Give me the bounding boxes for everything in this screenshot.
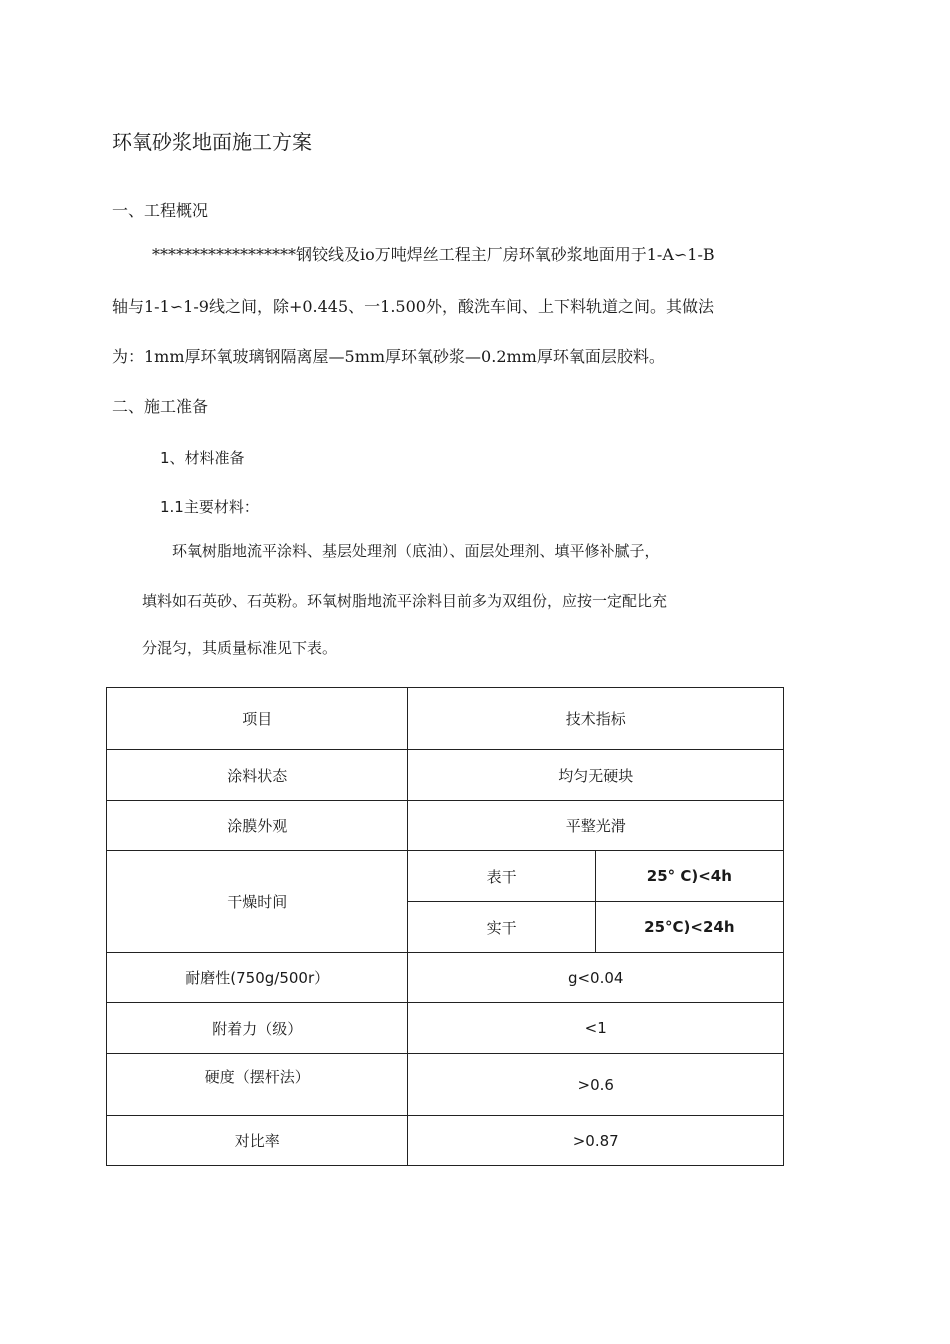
cell-item: 硬度（摆杆法）	[107, 1054, 408, 1116]
cell-value: >0.6	[408, 1054, 784, 1116]
table-row	[107, 750, 784, 801]
header-spec: 技术指标	[408, 688, 784, 750]
table-row	[107, 851, 784, 902]
overview-line-1: ******************钢铰线及io万吨焊丝工程主厂房环氧砂浆地面用于1-A∽1-B	[152, 245, 715, 264]
page-title: 环氧砂浆地面施工方案	[112, 130, 312, 154]
section-heading-preparation: 二、施工准备	[112, 397, 209, 416]
materials-line-1: 环氧树脂地流平涂料、基层处理剂（底油）、面层处理剂、填平修补腻子，	[172, 542, 660, 560]
table-row	[107, 953, 784, 1003]
table-row	[107, 1003, 784, 1054]
cell-subitem: 表干	[408, 851, 595, 902]
cell-item: 干燥时间	[107, 851, 408, 953]
overview-line-2: 轴与1-1∽1-9线之间，除+0.445、一1.500外，酸洗车间、上下料轨道之间。其做法	[112, 297, 714, 316]
cell-value: g<0.04	[408, 953, 784, 1003]
quality-standard-table	[106, 687, 784, 1166]
cell-item: 对比率	[107, 1116, 408, 1166]
cell-value: 平整光滑	[408, 801, 784, 851]
table-row	[107, 1116, 784, 1166]
overview-line-3: 为：1mm厚环氧玻璃钢隔离屋—5mm厚环氧砂浆—0.2mm厚环氧面层胶料。	[112, 347, 665, 366]
cell-subitem: 实干	[408, 902, 595, 953]
cell-item: 耐磨性(750g/500r）	[107, 953, 408, 1003]
materials-line-2: 填料如石英砂、石英粉。环氧树脂地流平涂料目前多为双组份，应按一定配比充	[142, 592, 668, 610]
table-row	[107, 1054, 784, 1116]
section-heading-overview: 一、工程概况	[112, 201, 209, 220]
table-header-row	[107, 688, 784, 750]
subheading-materials: 1、材料准备	[160, 449, 245, 467]
cell-item: 涂料状态	[107, 750, 408, 801]
header-item: 项目	[107, 688, 408, 750]
cell-value: <1	[408, 1003, 784, 1054]
table-row	[107, 801, 784, 851]
cell-item: 附着力（级）	[107, 1003, 408, 1054]
cell-value: 25° C)<4h	[595, 851, 783, 902]
subheading-main-materials: 1.1主要材料：	[160, 498, 259, 516]
materials-line-3: 分混匀，其质量标准见下表。	[142, 639, 338, 657]
cell-value: 均匀无硬块	[408, 750, 784, 801]
cell-item: 涂膜外观	[107, 801, 408, 851]
cell-value: >0.87	[408, 1116, 784, 1166]
cell-value: 25°C)<24h	[595, 902, 783, 953]
